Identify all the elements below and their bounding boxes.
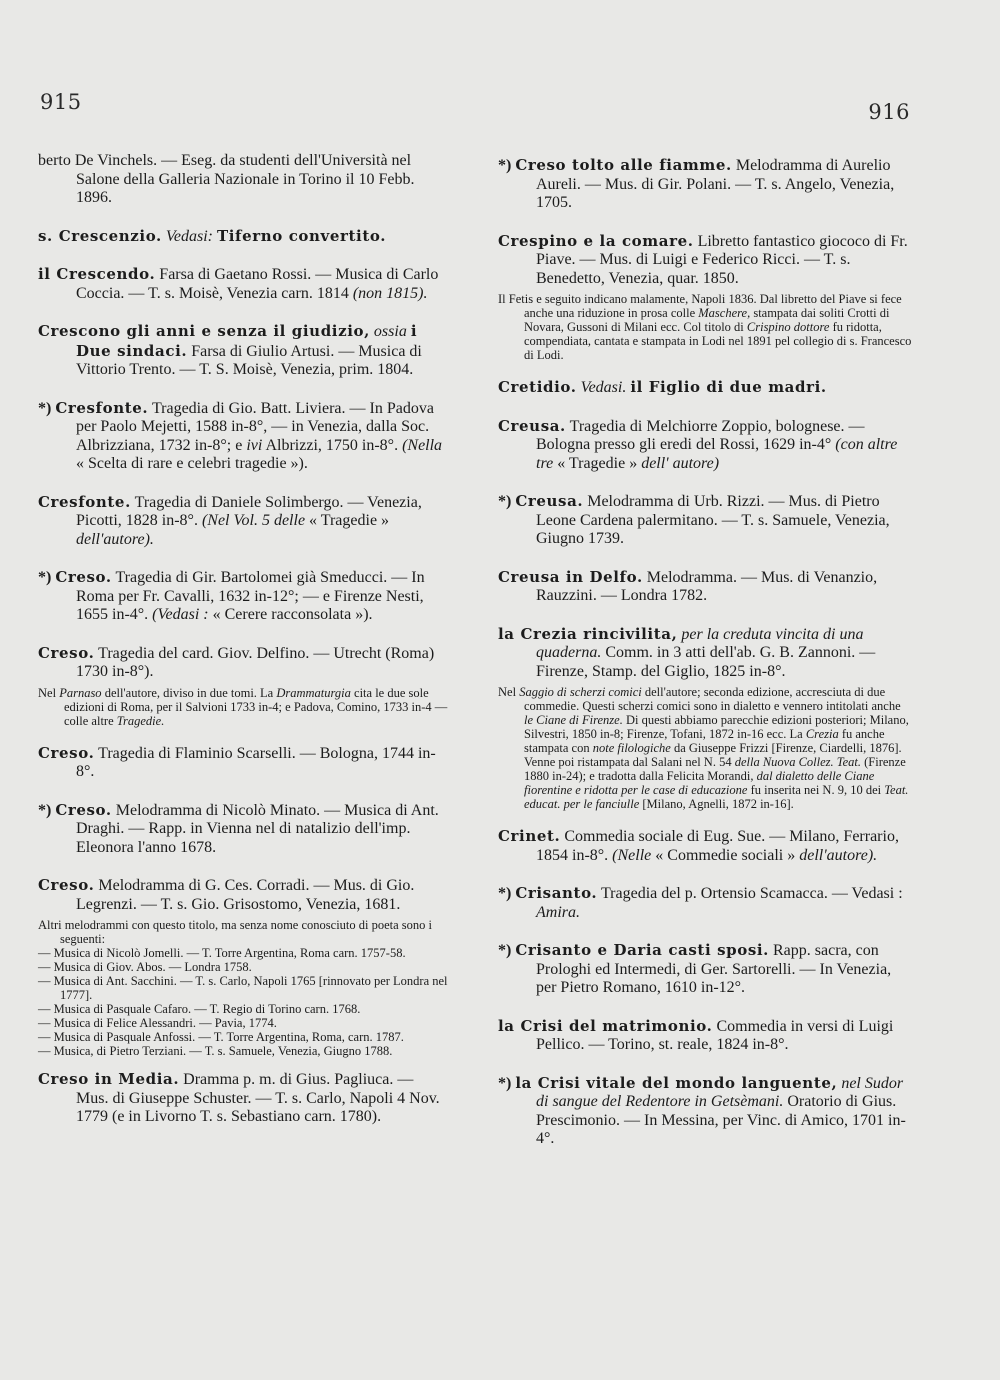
note-italic: dal dialetto delle Ciane fiorentine e ridotta per le case di educazione [524,769,875,797]
note-italic: Crezia [805,727,839,741]
entry-text: Oratorio di Gius. Prescimonio. — In Messina, per Vinc. di Amico, 1701 in-4°. [536,1093,906,1147]
note-italic: le Ciane di Firenze. [524,713,623,727]
entry-text: Libretto fantastico giococo di Fr. Piave. — Mus. di Luigi e Federico Ricci. — T. s. Benedetto, Venezia, quar. 1850. [536,232,908,287]
note-text: fu ridotta, compendiata, cantata e stampata in Lodi nel 1891 pel collegio di s. Francesco di Lodi. [524,320,912,362]
entry-creso-scarselli [38,744,448,782]
entry-heading: Creso tolto alle fiamme. [515,156,732,174]
entry-heading: Crisanto e Daria casti sposi. [515,941,769,959]
entry-italic: Amira. [536,903,580,921]
note-text: Nel [38,685,57,700]
entry-heading: Creso. [38,643,95,662]
note-text: da Giuseppe Frizzi [Firenze, Ciardelli, 1876]. Venne poi ristampata dal Salani nel N. 54 [524,741,902,769]
entry-creso-bartolomei [38,568,448,625]
entry-italic: dell'autore). [799,846,878,864]
note-italic: note filologiche [592,741,671,755]
entry-text: Melodramma di Urb. Rizzi. — Mus. di Pietro Leone Cardena palermitano. — T. s. Samuele, Venezia, Giugno 1739. [536,493,890,547]
entry-italic: (non 1815). [352,284,428,302]
entry-text: Comm. in 3 atti dell'ab. G. B. Zannoni. — Firenze, Stamp. del Giglio, 1825 in-8°. [536,644,876,680]
footnote [38,686,448,728]
entry-text: Tragedia di Flaminio Scarselli. — Bologna, 1744 in-8°. [76,744,436,780]
footnote [498,292,912,362]
entry-heading: Cresfonte. [55,398,149,417]
entry-text: Farsa di Gaetano Rossi. — Musica di Carlo Coccia. — T. s. Moisè, Venezia carn. 1814 [76,266,439,302]
entry-text: Tragedia di Daniele Solimbergo. — Venezia, Picotti, 1828 in-8°. [76,493,422,529]
note-text: [Milano, Agnelli, 1872 in-16]. [642,797,794,811]
entry-text: Albrizzi, 1750 in-8°. [265,436,399,454]
entry-cretidio [498,378,912,398]
note-text: fu anche stampata con [524,727,885,755]
page-number-left: 915 [40,90,82,114]
asterisk-mark: *) [38,399,52,417]
entry-heading: la Crisi vitale del mondo languente, [515,1073,838,1092]
entry-heading: i Due sindaci. [76,322,418,360]
entry-italic: Vedasi: [165,227,213,245]
entry-creso-in-media [38,1070,448,1127]
entry-text: Melodramma di Nicolò Minato. — Musica di Ant. Draghi. — Rapp. in Vienna nel di natalizio dell'imp. Eleonora l'anno 1678. [76,801,439,856]
entry-cresfonte-liviera [38,399,448,474]
entry-crescono [38,322,448,380]
entry-heading: s. Crescenzio. [38,226,162,245]
entry-heading: Creusa. [498,416,566,435]
entry-text: Tragedia del p. Ortensio Scamacca. — Vedasi : [600,885,903,902]
entry-text: Commedia sociale di Eug. Sue. — Milano, Ferrario, 1854 in-8°. [536,828,899,864]
entry-creusa-rizzi [498,492,912,549]
entry-italic: ossia [373,323,407,340]
entry-text: berto De Vinchels. — Eseg. da studenti dell'Università nel Salone della Galleria Nazionale in Torino il 10 Febb. 1896. [38,152,415,206]
entry-heading: Crescono gli anni e senza il giudizio, [38,322,370,340]
note-italic: Saggio di scherzi comici [519,685,642,699]
entry-italic: (con altre tre [536,436,898,472]
entry-italic: (Vedasi : [152,606,209,623]
entry-italic: (Nelle [612,846,652,864]
note-line: Altri melodrammi con questo titolo, ma senza nome conosciuto di poeta sono i seguenti: [38,918,433,946]
note-text: stampata dai soliti Crotti di Novara, Gussoni di Milani ecc. Col titolo di [524,306,890,334]
entry-heading: la Crisi del matrimonio. [498,1016,713,1035]
entry-italic: dell'autore). [76,530,154,548]
entry-italic: Vedasi. [580,379,627,396]
entry-heading: Creso. [38,743,95,762]
note-text: cita le due sole edizioni di Roma, per il Salvioni 1733 in-4; e Padova, Comino, 1733 in-4 — colle altre [64,685,448,728]
entry-text: Tragedia di Melchiorre Zoppio, bolognese. — Bologna presso gli eredi del Rossi, 1629 in-4° [536,417,865,453]
entry-italic: (Nel Vol. 5 delle [201,512,306,529]
entry-heading: Creso. [38,876,95,894]
footnote-list [38,918,448,1058]
note-line: — Musica di Felice Alessandri. — Pavia, 1774. [38,1016,277,1030]
entry-heading: Creso. [55,800,112,819]
entry-text: Melodramma di G. Ces. Corradi. — Mus. di Gio. Legrenzi. — T. s. Gio. Grisostomo, Venezia, 1681. [76,877,415,913]
entry-italic: (Nella [402,436,443,454]
entry-creso-delfino [38,644,448,682]
entry-heading: il Crescendo. [38,265,156,283]
entry-heading: Creso in Media. [38,1070,180,1088]
note-text: fu inserita nei N. 9, 10 dei [750,783,882,797]
entry-heading: Creso. [55,568,112,586]
entry-heading: Crisanto. [515,884,598,902]
entry-cresfonte-solimbergo [38,493,448,550]
note-italic: Crispino dottore [746,320,830,334]
entry-crescenzio [38,227,448,247]
asterisk-mark: *) [38,801,52,819]
entry-text: « Scelta di rare e celebri tragedie »). [76,455,308,472]
note-line: — Musica di Ant. Sacchini. — T. s. Carlo, Napoli 1765 [rinnovato per Londra nel 1777]. [38,974,448,1002]
entry-crisi-matrimonio [498,1017,912,1055]
note-line: — Musica di Pasquale Cafaro. — T. Regio di Torino carn. 1768. [38,1002,361,1016]
entry-crisi-vitale [498,1074,912,1149]
entry-heading: Cresfonte. [38,492,131,511]
entry-continuation [38,152,448,208]
note-text: Il Fetis e seguito indicano malamente, Napoli 1836. Dal libretto del Piave si fece anche una riduzione in prosa colle [498,292,902,320]
entry-text: « Cerere racconsolata »). [212,606,373,623]
entry-crescendo [38,265,448,303]
note-italic: Maschere, [698,306,751,320]
entry-heading: Crinet. [498,827,561,845]
note-text: (Firenze 1880 in-24); e tradotta dalla Felicita Morandi, [524,755,906,783]
entry-text: « Commedie sociali » [655,846,796,864]
note-line: — Musica, di Pietro Terziani. — T. s. Samuele, Venezia, Giugno 1788. [38,1044,393,1058]
right-column [498,156,912,1168]
entry-text: Melodramma di Aurelio Aureli. — Mus. di Gir. Polani. — T. s. Angelo, Venezia, 1705. [536,157,895,211]
entry-creusa-zoppio [498,417,912,474]
left-column [38,152,448,1146]
entry-text: Tragedia di Gir. Bartolomei già Smeducci. — In Roma per Fr. Cavalli, 1632 in-12°; — e Firenze Nesti, 1655 in-4°. [76,569,425,623]
entry-text: « Tragedie » [557,454,638,472]
entry-italic: dell' autore) [641,454,720,472]
entry-text: Tragedia di Gio. Batt. Liviera. — In Padova per Paolo Mejetti, 1588 in-8°, — in Venezia, dalla Soc. Albrizziana, 1732 in-8°; e [76,399,434,454]
asterisk-mark: *) [498,1074,512,1092]
note-italic: Drammaturgia [276,685,351,700]
entry-heading: Crespino e la comare. [498,231,694,250]
entry-crespino [498,232,912,289]
entry-creusa-in-delfo [498,568,912,606]
entry-creso-tolto [498,156,912,213]
asterisk-mark: *) [498,157,512,174]
note-italic: Parnaso [59,685,102,700]
entry-text: Melodramma. — Mus. di Venanzio, Rauzzini. — Londra 1782. [536,568,878,604]
asterisk-mark: *) [498,942,512,959]
note-line: — Musica di Giov. Abos. — Londra 1758. [38,960,252,974]
note-italic: Tragedie. [116,713,165,728]
asterisk-mark: *) [498,493,512,510]
note-italic: della Nuova Collez. Teat. [734,755,861,769]
note-italic: Teat. educat. per le fanciulle [524,783,909,811]
note-line: — Musica di Pasquale Anfossi. — T. Torre Argentina, Roma, carn. 1787. [38,1030,404,1044]
entry-crisanto-daria [498,941,912,998]
note-line: — Musica di Nicolò Jomelli. — T. Torre Argentina, Roma carn. 1757-58. [38,946,406,960]
entry-heading: la Crezia rincivilita, [498,624,678,643]
entry-text: « Tragedie » [309,512,390,529]
entry-creso-corradi [38,876,448,914]
entry-crossref: Tiferno convertito. [217,226,387,245]
entry-text: Tragedia del card. Giov. Delfino. — Utrecht (Roma) 1730 in-8°). [76,644,435,680]
entry-text: Commedia in versi di Luigi Pellico. — Torino, st. reale, 1824 in-8°. [536,1017,894,1053]
entry-italic: ivi [246,436,263,454]
asterisk-mark: *) [38,569,52,586]
entry-text: Dramma p. m. di Gius. Pagliuca. — Mus. di Giuseppe Schuster. — T. s. Carlo, Napoli 4 Nov. 1779 (e in Livorno T. s. Sebastiano carn. 1780). [76,1071,440,1125]
entry-italic: nel Sudor di sangue del Redentore in Getsèmani. [536,1074,904,1110]
entry-crinet [498,827,912,865]
page-number-right: 916 [868,100,910,124]
note-text: dell'autore; seconda edizione, accresciuta di due commedie. Questi scherzi comici sono in dialetto e vennero intitolati anche [524,685,901,713]
entry-crisanto [498,884,912,922]
entry-creso-minato [38,801,448,858]
note-text: Di questi abbiamo parecchie edizioni posteriori; Milano, Silvestri, 1850 in-8; Firenze, Tofani, 1872 in-16 ecc. La [524,713,909,741]
entry-crezia [498,625,912,682]
entry-text: Farsa di Giulio Artusi. — Musica di Vittorio Trento. — T. S. Moisè, Venezia, prim. 1804. [76,342,422,378]
entry-text: Rapp. sacra, con Prologhi ed Intermedi, di Ger. Sartorelli. — In Venezia, per Pietro Romano, 1610 in-12°. [536,942,892,996]
note-text: Nel [498,685,517,699]
entry-italic: per la creduta vincita di una quaderna. [536,625,864,661]
entry-heading: Creusa. [515,492,584,510]
note-text: dell'autore, diviso in due tomi. La [104,685,274,700]
entry-heading: Cretidio. [498,378,577,396]
entry-crossref: il Figlio di due madri. [630,378,827,396]
entry-heading: Creusa in Delfo. [498,567,643,586]
footnote [498,685,912,811]
asterisk-mark: *) [498,885,512,902]
